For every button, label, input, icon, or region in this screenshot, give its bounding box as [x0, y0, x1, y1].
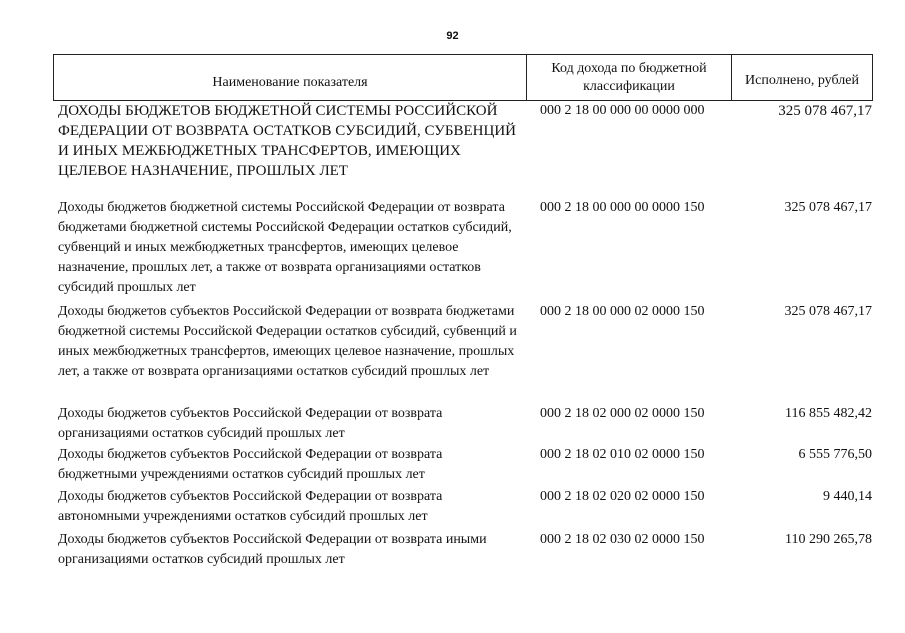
row-code: 000 2 18 02 030 02 0000 150	[540, 532, 705, 547]
row-amount: 116 855 482,42	[785, 406, 872, 421]
row-amount: 110 290 265,78	[785, 532, 872, 547]
row-name: Доходы бюджетов субъектов Российской Федерации от возврата иными организациями остатков субсидий прошлых лет	[58, 532, 487, 567]
page-number: 92	[446, 30, 459, 42]
column-header-code: Код дохода по бюджетной классификации	[527, 55, 732, 100]
row-code: 000 2 18 00 000 02 0000 150	[540, 304, 705, 319]
column-header-amount: Исполнено, рублей	[745, 72, 859, 88]
row-amount: 325 078 467,17	[784, 200, 872, 215]
row-name: Доходы бюджетов субъектов Российской Федерации от возврата бюджетными учреждениями остатков субсидий прошлых лет	[58, 447, 443, 482]
column-header-name: Наименование показателя	[54, 55, 527, 100]
row-amount: 325 078 467,17	[784, 304, 872, 319]
row-name: Доходы бюджетов субъектов Российской Федерации от возврата бюджетами бюджетной системы Российской Федерации остатков субсидий, субвенций и иных межбюджетных трансфертов, имеющих целевое назначение, прошлых лет, а также от возврата организациями остатков субсидий прошлых лет	[58, 304, 517, 379]
row-name: Доходы бюджетов бюджетной системы Российской Федерации от возврата бюджетами бюджетной системы Российской Федерации остатков субсидий, субвенций и иных межбюджетных трансфертов, имеющих целевое назначение, прошлых лет, а также от возврата организациями остатков субсидий прошлых лет	[58, 200, 512, 295]
row-code: 000 2 18 02 000 02 0000 150	[540, 406, 705, 421]
row-amount: 9 440,14	[823, 489, 872, 504]
row-code: 000 2 18 00 000 00 0000 150	[540, 200, 705, 215]
row-code: 000 2 18 02 010 02 0000 150	[540, 447, 705, 462]
row-name: ДОХОДЫ БЮДЖЕТОВ БЮДЖЕТНОЙ СИСТЕМЫ РОССИЙСКОЙ ФЕДЕРАЦИИ ОТ ВОЗВРАТА ОСТАТКОВ СУБСИДИЙ, СУБВЕНЦИЙ И ИНЫХ МЕЖБЮДЖЕТНЫХ ТРАНСФЕРТОВ, ИМЕЮЩИХ ЦЕЛЕВОЕ НАЗНАЧЕНИЕ, ПРОШЛЫХ ЛЕТ	[58, 103, 516, 179]
row-name: Доходы бюджетов субъектов Российской Федерации от возврата автономными учреждениями остатков субсидий прошлых лет	[58, 489, 443, 524]
row-code: 000 2 18 00 000 00 0000 000	[540, 103, 705, 118]
row-code: 000 2 18 02 020 02 0000 150	[540, 489, 705, 504]
row-amount: 6 555 776,50	[798, 447, 872, 462]
row-name: Доходы бюджетов субъектов Российской Федерации от возврата организациями остатков субсидий прошлых лет	[58, 406, 443, 441]
table-header	[53, 54, 873, 101]
row-amount: 325 078 467,17	[778, 103, 872, 119]
